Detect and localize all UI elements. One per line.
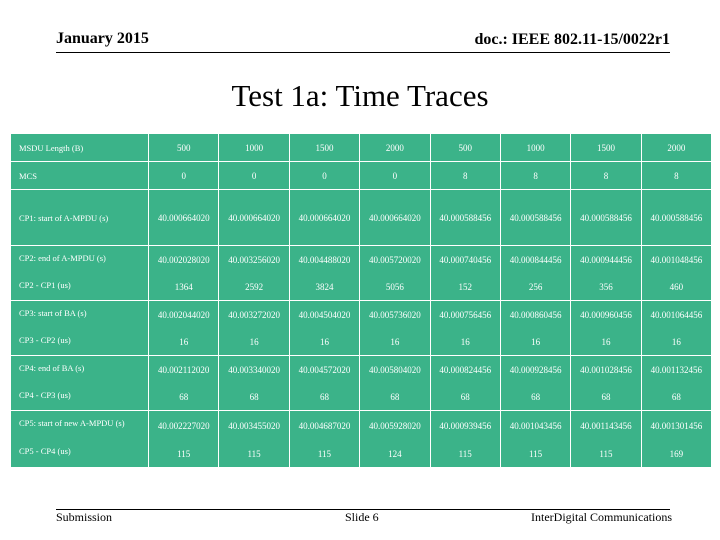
table-cell: [360, 356, 430, 411]
table-cell: 8: [641, 162, 711, 190]
table-cell: [289, 301, 359, 356]
table-cell: 40.000588456: [500, 190, 570, 246]
table-row: [11, 356, 712, 411]
row-label-sub: CP2 - CP1 (us): [19, 280, 71, 290]
table-cell: 40.000588456: [430, 190, 500, 246]
table-cell: 0: [289, 162, 359, 190]
table-cell: [571, 411, 641, 468]
cell-delta: 68: [601, 392, 611, 402]
slide-title: Test 1a: Time Traces: [231, 78, 489, 113]
table-row: [11, 134, 712, 162]
table-cell: [360, 301, 430, 356]
cell-delta: 16: [319, 337, 329, 347]
cell-delta: 356: [599, 282, 613, 292]
table-cell: [430, 301, 500, 356]
table-row: [11, 411, 712, 468]
table-cell: 8: [571, 162, 641, 190]
row-label: [11, 301, 149, 356]
cell-value: 40.000756456: [439, 310, 492, 320]
row-label-sub: CP4 - CP3 (us): [19, 390, 71, 400]
table-cell: [219, 411, 289, 468]
cell-delta: 68: [390, 392, 400, 402]
cell-delta: 460: [669, 282, 684, 292]
cell-delta: 16: [460, 337, 470, 347]
cell-delta: 115: [458, 448, 472, 459]
cell-delta: 68: [460, 392, 470, 402]
table-cell: [289, 356, 359, 411]
cell-value: 40.000960456: [580, 310, 632, 320]
table-cell: [430, 246, 500, 301]
cell-delta: 68: [671, 392, 681, 402]
cell-delta: 115: [528, 448, 543, 459]
cell-delta: 16: [249, 337, 259, 347]
cell-value: 40.005720020: [368, 255, 421, 265]
table-cell: [149, 411, 219, 468]
row-label-sub: CP5 - CP4 (us): [19, 446, 71, 456]
cell-delta: 68: [249, 392, 259, 402]
cell-delta: 16: [601, 337, 611, 347]
table-cell: 40.000588456: [641, 190, 711, 246]
row-label: MCS: [11, 162, 149, 190]
cell-value: 40.001064456: [650, 310, 703, 320]
table-cell: [641, 301, 711, 356]
cell-delta: 16: [531, 337, 541, 347]
table-row: [11, 246, 712, 301]
cell-value: 40.001028456: [580, 365, 632, 375]
table-cell: 500: [149, 134, 219, 162]
table-cell: [571, 246, 641, 301]
table-cell: [149, 246, 219, 301]
row-label-main: CP4: end of BA (s): [19, 363, 85, 373]
cell-value: 40.004687020: [298, 420, 351, 431]
table-cell: 40.000588456: [571, 190, 641, 246]
header-doc-id: doc.: IEEE 802.11-15/0022r1: [474, 31, 670, 48]
cell-delta: 68: [531, 392, 541, 402]
row-label-main: CP2: end of A-MPDU (s): [19, 253, 106, 263]
table-cell: [430, 356, 500, 411]
table-cell: [219, 246, 289, 301]
table-cell: 40.000664020: [219, 190, 289, 246]
cell-value: 40.005804020: [368, 365, 421, 375]
cell-delta: 152: [458, 282, 472, 292]
cell-value: 40.000824456: [439, 365, 492, 375]
table-cell: 1000: [219, 134, 289, 162]
table-cell: [430, 411, 500, 468]
table-cell: 40.000664020: [149, 190, 219, 246]
cell-delta: 1364: [174, 282, 193, 292]
cell-delta: 256: [528, 282, 543, 292]
cell-delta: 3824: [315, 282, 334, 292]
row-label-sub: CP3 - CP2 (us): [19, 335, 71, 345]
cell-delta: 16: [179, 337, 189, 347]
row-label: [11, 411, 149, 468]
table-cell: [500, 411, 570, 468]
cell-value: 40.001132456: [650, 365, 703, 375]
cell-value: 40.004504020: [298, 310, 351, 320]
cell-value: 40.000844456: [509, 255, 562, 265]
table-cell: 2000: [360, 134, 430, 162]
table-row: [11, 190, 712, 246]
table-cell: 0: [360, 162, 430, 190]
cell-value: 40.000928456: [509, 365, 562, 375]
table-row: [11, 162, 712, 190]
cell-value: 40.000860456: [509, 310, 562, 320]
cell-delta: 16: [671, 337, 681, 347]
row-label: [11, 356, 149, 411]
cell-delta: 115: [317, 448, 332, 459]
cell-value: 40.002028020: [157, 255, 210, 265]
table-cell: 1500: [289, 134, 359, 162]
table-cell: [571, 301, 641, 356]
table-cell: [500, 246, 570, 301]
table-cell: [149, 356, 219, 411]
cell-value: 40.003455020: [228, 420, 280, 431]
cell-delta: 16: [390, 337, 400, 347]
footer-submission: Submission: [56, 510, 113, 524]
cell-value: 40.000939456: [439, 420, 492, 431]
table-cell: [641, 246, 711, 301]
cell-value: 40.003256020: [228, 255, 280, 265]
time-trace-table: [10, 133, 712, 468]
cell-value: 40.001143456: [580, 420, 632, 431]
table-cell: [571, 356, 641, 411]
cell-delta: 124: [388, 448, 402, 459]
table-cell: [641, 411, 711, 468]
cell-value: 40.003340020: [228, 365, 280, 375]
cell-delta: 169: [669, 448, 684, 459]
cell-value: 40.001043456: [509, 420, 562, 431]
table-cell: 8: [430, 162, 500, 190]
row-label-main: CP3: start of BA (s): [19, 308, 87, 318]
cell-value: 40.004488020: [298, 255, 351, 265]
header-divider: [56, 52, 670, 53]
cell-delta: 115: [599, 448, 613, 459]
cell-value: 40.005928020: [368, 420, 421, 431]
header-date: January 2015: [56, 30, 149, 47]
table-cell: 40.000664020: [289, 190, 359, 246]
cell-delta: 68: [179, 392, 189, 402]
table-cell: [500, 356, 570, 411]
row-label: MSDU Length (B): [11, 134, 149, 162]
row-label: CP1: start of A-MPDU (s): [11, 190, 149, 246]
cell-value: 40.003272020: [228, 310, 280, 320]
cell-value: 40.002044020: [157, 310, 210, 320]
row-label-main: CP5: start of new A-MPDU (s): [19, 418, 125, 428]
table-cell: [289, 246, 359, 301]
cell-delta: 68: [319, 392, 329, 402]
table-cell: 40.000664020: [360, 190, 430, 246]
row-label: [11, 246, 149, 301]
cell-value: 40.000740456: [439, 255, 492, 265]
table-cell: 2000: [641, 134, 711, 162]
table-cell: [360, 411, 430, 468]
table-cell: [641, 356, 711, 411]
cell-value: 40.005736020: [368, 310, 421, 320]
cell-value: 40.000944456: [580, 255, 632, 265]
table-row: [11, 301, 712, 356]
table-cell: 1000: [500, 134, 570, 162]
table-cell: [219, 356, 289, 411]
cell-delta: 5056: [385, 282, 404, 292]
table-cell: [289, 411, 359, 468]
cell-delta: 115: [247, 448, 261, 459]
cell-value: 40.001048456: [650, 255, 703, 265]
cell-delta: 2592: [245, 282, 264, 292]
table-cell: 0: [219, 162, 289, 190]
table-cell: [360, 246, 430, 301]
table-cell: 0: [149, 162, 219, 190]
table-cell: 500: [430, 134, 500, 162]
table-cell: [149, 301, 219, 356]
footer-slide-number: Slide 6: [345, 510, 379, 524]
cell-value: 40.004572020: [298, 365, 351, 375]
cell-value: 40.002112020: [157, 365, 210, 375]
cell-value: 40.002227020: [157, 420, 210, 431]
footer-company: InterDigital Communications: [531, 510, 672, 524]
cell-value: 40.001301456: [650, 420, 703, 431]
table-cell: 1500: [571, 134, 641, 162]
table-cell: [500, 301, 570, 356]
table-cell: 8: [500, 162, 570, 190]
table-cell: [219, 301, 289, 356]
cell-delta: 115: [177, 448, 191, 459]
